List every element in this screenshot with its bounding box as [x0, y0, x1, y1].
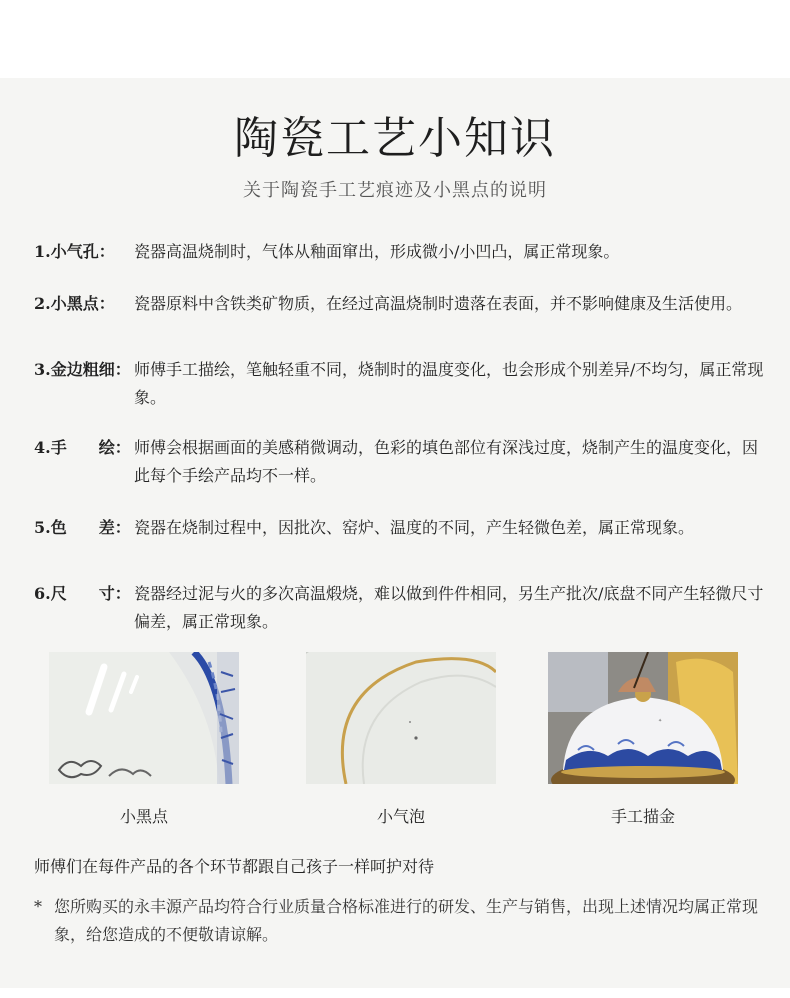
- knowledge-item-color-difference: [34, 514, 764, 542]
- item-text: 瓷器在烧制过程中，因批次、窑炉、温度的不同，产生轻微色差，属正常现象。: [134, 518, 695, 537]
- knowledge-item-size: [34, 580, 764, 636]
- footer-title: 师傅们在每件产品的各个环节都跟自己孩子一样呵护对待: [34, 857, 435, 876]
- knowledge-item-black-dots: [34, 290, 764, 318]
- photo-caption-gilding: 手工描金: [610, 807, 675, 826]
- item-label: 6.尺 寸：: [34, 584, 131, 603]
- knowledge-item-gold-rim: [34, 356, 764, 412]
- item-label: 4.手 绘：: [34, 438, 131, 457]
- item-text: 瓷器经过泥与火的多次高温煅烧，难以做到件件相同，另生产批次/底盘不同产生轻微尺寸偏差，属正常现象。: [134, 584, 764, 631]
- item-text: 师傅会根据画面的美感稍微调动，色彩的填色部位有深浅过度，烧制产生的温度变化，因此每个手绘产品均不一样。: [134, 438, 759, 485]
- disclaimer-note: [34, 893, 764, 949]
- knowledge-item-pores: [34, 238, 764, 266]
- item-text: 瓷器原料中含铁类矿物质，在经过高温烧制时遗落在表面，并不影响健康及生活使用。: [134, 294, 743, 313]
- knowledge-item-hand-painting: [34, 434, 764, 490]
- disclaimer-text: 您所购买的永丰源产品均符合行业质量合格标准进行的研发、生产与销售，出现上述情况均属正常现象，给您造成的不便敬请谅解。: [54, 897, 759, 944]
- item-label: 5.色 差：: [34, 518, 131, 537]
- svg-text:✦: ✦: [658, 718, 663, 724]
- page-title: 陶瓷工艺小知识: [234, 113, 556, 164]
- item-label: 3.金边粗细：: [34, 360, 131, 379]
- item-text: 瓷器高温烧制时，气体从釉面窜出，形成微小/小凹凸，属正常现象。: [134, 242, 620, 261]
- page-subtitle: 关于陶瓷手工艺痕迹及小黑点的说明: [243, 180, 547, 201]
- photo-caption-black-dot: 小黑点: [119, 807, 168, 826]
- hand-gilding-photo: [548, 652, 738, 784]
- asterisk-icon: *: [34, 897, 42, 916]
- bubble-photo: [306, 652, 496, 784]
- photo-caption-bubble: 小气泡: [376, 807, 425, 826]
- item-label: 2.小黑点：: [34, 294, 115, 313]
- item-label: 1.小气孔：: [34, 242, 115, 261]
- black-dot-photo: [49, 652, 239, 784]
- item-text: 师傅手工描绘，笔触轻重不同，烧制时的温度变化，也会形成个别差异/不均匀，属正常现象。: [134, 360, 764, 407]
